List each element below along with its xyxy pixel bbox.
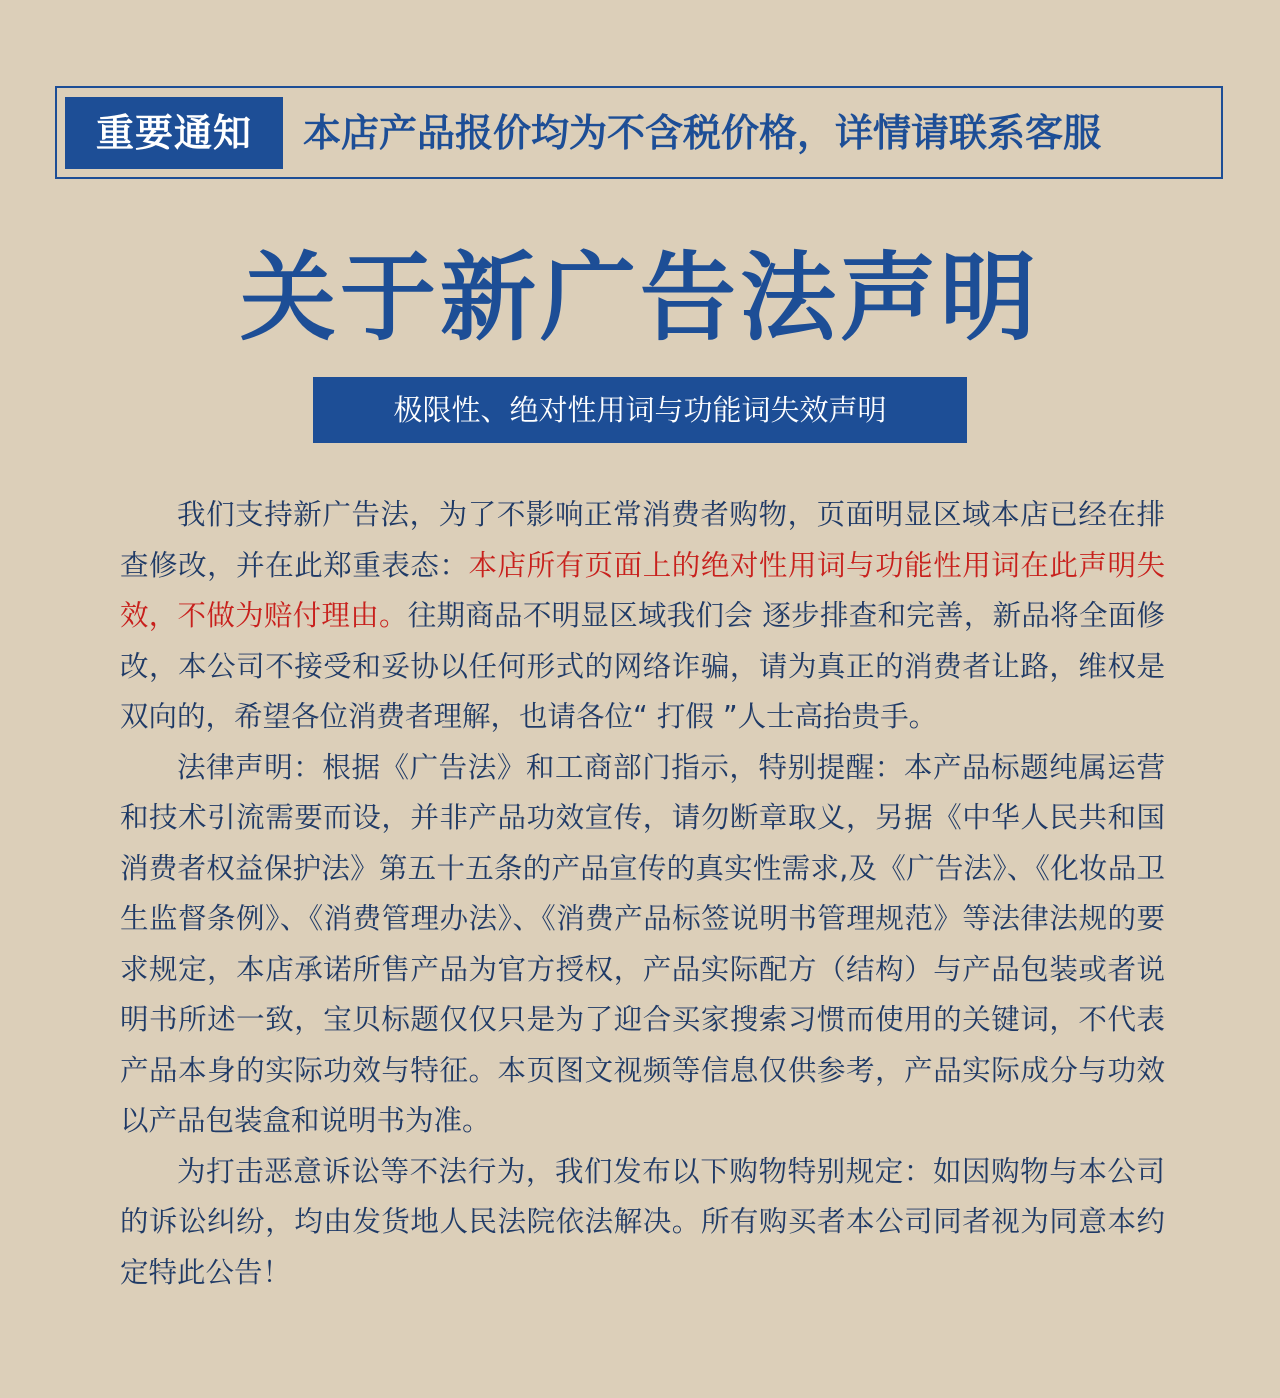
paragraph-text: 我们支持新广告法，为了不影响正常消费者购物，页面明显区域本店已经在排查修改，并在此郑重表态： — [120, 498, 1165, 582]
statement-body — [120, 490, 1165, 1298]
page-title: 关于新广告法声明 — [240, 242, 1040, 354]
notice-label: 重要通知 — [65, 97, 283, 169]
notice-banner — [55, 86, 1223, 179]
subtitle-banner: 极限性、绝对性用词与功能词失效声明 — [313, 377, 967, 443]
paragraph-text: 往期商品不明显区域我们会 逐步排查和完善，新品将全面修改，本公司不接受和妥协以任何形式的网络诈骗，请为真正的消费者让路，维权是双向的，希望各位消费者理解，也请各位“ 打假 ”人士高抬贵手。 — [120, 599, 1165, 733]
notice-text: 本店产品报价均为不含税价格，详情请联系客服 — [303, 111, 1102, 155]
paragraph-litigation-rule: 为打击恶意诉讼等不法行为，我们发布以下购物特别规定：如因购物与本公司的诉讼纠纷，均由发货地人民法院依法解决。所有购买者本公司同者视为同意本约定特此公告！ — [120, 1154, 1165, 1289]
paragraph-support-statement — [120, 490, 1165, 743]
paragraph-legal-statement: 法律声明：根据《广告法》和工商部门指示，特别提醒：本产品标题纯属运营和技术引流需要而设，并非产品功效宣传，请勿断章取义，另据《中华人民共和国消费者权益保护法》第五十五条的产品宣传的真实性需求,及《广告法》、《化妆品卫生监督条例》、《消费管理办法》、《消费产品标签说明书管理规范》等法律法规的要求规定，本店承诺所售产品为官方授权，产品实际配方（结构）与产品包装或者说明书所述一致，宝贝标题仅仅只是为了迎合买家搜索习惯而使用的关键词，不代表产品本身的实际功效与特征。本页图文视频等信息仅供参考，产品实际成分与功效以产品包装盒和说明书为准。 — [120, 750, 1165, 1137]
highlighted-disclaimer: 本店所有页面上的绝对性用词与功能性用词在此声明失效，不做为赔付理由。 — [120, 548, 1165, 632]
